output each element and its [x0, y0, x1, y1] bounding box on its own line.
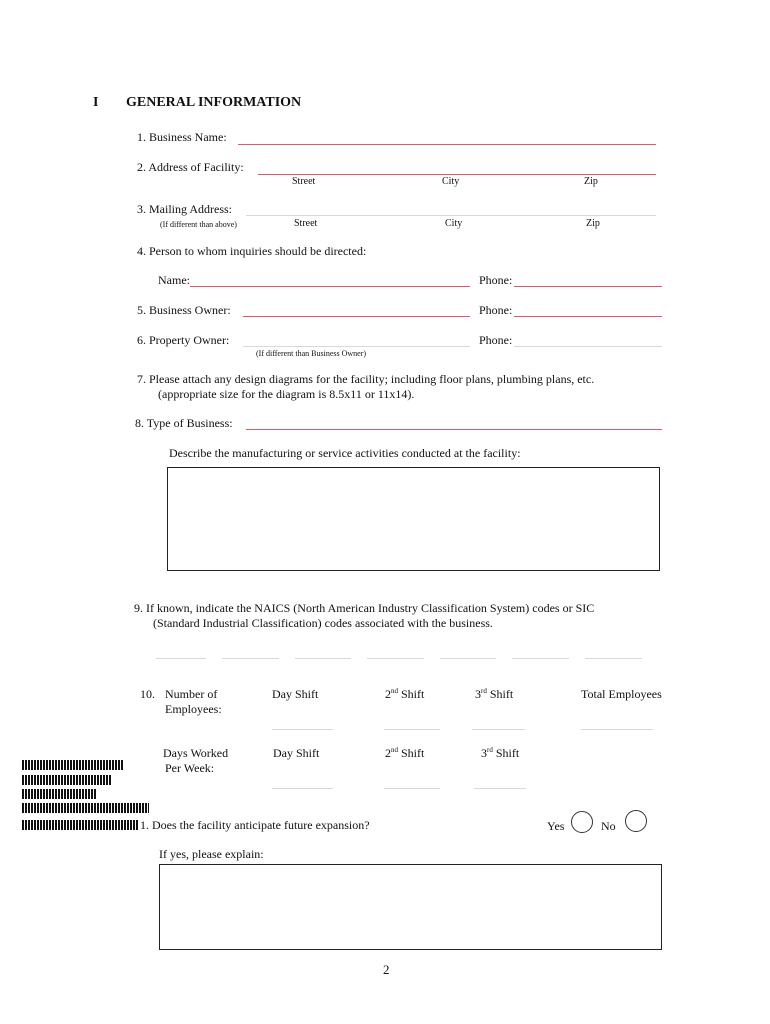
mailing-address-field[interactable]: [246, 215, 656, 216]
garbled-text-artifact: [22, 820, 138, 830]
section-title: GENERAL INFORMATION: [126, 95, 302, 110]
employees-label-line1: Number of: [165, 687, 218, 701]
contact-name-label: Name:: [158, 273, 190, 287]
naics-code-field-5[interactable]: [440, 658, 496, 659]
owner-phone-field[interactable]: [514, 316, 662, 317]
garbled-text-artifact: [22, 760, 123, 770]
property-owner-note: (If different than Business Owner): [256, 349, 367, 358]
contact-name-field[interactable]: [190, 286, 470, 287]
naics-code-field-1[interactable]: [156, 658, 206, 659]
page-number: 2: [383, 962, 390, 977]
facility-street-caption: Street: [292, 176, 316, 187]
facility-address-label: 2. Address of Facility:: [137, 160, 244, 174]
days-day-shift-header: Day Shift: [273, 746, 320, 760]
total-employees-field[interactable]: [581, 729, 653, 730]
employees-day-shift-header: Day Shift: [272, 687, 319, 701]
naics-code-field-6[interactable]: [512, 658, 569, 659]
business-name-label: 1. Business Name:: [137, 130, 227, 144]
naics-code-field-4[interactable]: [367, 658, 424, 659]
naics-code-field-7[interactable]: [585, 658, 642, 659]
expansion-no-radio[interactable]: [625, 810, 647, 832]
design-diagrams-text: 7. Please attach any design diagrams for the facility; including floor plans, plumbing plans, etc.: [137, 372, 595, 386]
describe-activities-label: Describe the manufacturing or service activities conducted at the facility:: [169, 446, 521, 460]
expansion-yes-label: Yes: [547, 819, 565, 833]
naics-code-field-2[interactable]: [222, 658, 279, 659]
naics-code-field-3[interactable]: [295, 658, 351, 659]
expansion-question: 1. Does the facility anticipate future expansion?: [140, 818, 370, 832]
days-2nd-shift-field[interactable]: [384, 788, 440, 789]
garbled-text-artifact: [22, 803, 149, 813]
property-phone-label: Phone:: [479, 333, 513, 347]
expansion-explain-label: If yes, please explain:: [159, 847, 264, 861]
property-owner-label: 6. Property Owner:: [137, 333, 230, 347]
property-phone-field[interactable]: [514, 346, 662, 347]
mailing-city-caption: City: [445, 218, 463, 229]
mailing-street-caption: Street: [294, 218, 318, 229]
garbled-text-artifact: [22, 775, 111, 785]
business-owner-field[interactable]: [243, 316, 470, 317]
mailing-address-label: 3. Mailing Address:: [137, 202, 232, 216]
employees-2nd-shift-field[interactable]: [384, 729, 440, 730]
days-worked-label-line2: Per Week:: [165, 761, 215, 775]
mailing-address-note: (If different than above): [160, 220, 237, 229]
business-name-field[interactable]: [238, 144, 656, 145]
naics-text-cont: (Standard Industrial Classification) codes associated with the business.: [153, 616, 493, 630]
owner-phone-label: Phone:: [479, 303, 513, 317]
days-3rd-shift-field[interactable]: [474, 788, 526, 789]
employees-3rd-shift-field[interactable]: [472, 729, 525, 730]
days-2nd-shift-header: 2nd Shift: [385, 746, 425, 760]
expansion-explain-textarea[interactable]: [159, 864, 662, 950]
expansion-no-label: No: [601, 819, 616, 833]
q10-number: 10.: [140, 687, 155, 701]
garbled-text-artifact: [22, 789, 97, 799]
inquiries-label: 4. Person to whom inquiries should be directed:: [137, 244, 367, 258]
total-employees-header: Total Employees: [581, 687, 662, 701]
activities-textarea[interactable]: [167, 467, 660, 571]
facility-city-caption: City: [442, 176, 460, 187]
contact-phone-field[interactable]: [514, 286, 662, 287]
property-owner-field[interactable]: [243, 346, 470, 347]
naics-text: 9. If known, indicate the NAICS (North American Industry Classification System) codes or SIC: [134, 601, 595, 615]
expansion-yes-radio[interactable]: [571, 811, 593, 833]
employees-2nd-shift-header: 2nd Shift: [385, 687, 425, 701]
days-3rd-shift-header: 3rd Shift: [481, 746, 520, 760]
facility-zip-caption: Zip: [584, 176, 598, 187]
facility-address-field[interactable]: [258, 174, 656, 175]
employees-day-shift-field[interactable]: [272, 729, 333, 730]
type-of-business-field[interactable]: [246, 429, 662, 430]
type-of-business-label: 8. Type of Business:: [135, 416, 233, 430]
business-owner-label: 5. Business Owner:: [137, 303, 231, 317]
mailing-zip-caption: Zip: [586, 218, 600, 229]
employees-label-line2: Employees:: [165, 702, 222, 716]
employees-3rd-shift-header: 3rd Shift: [475, 687, 514, 701]
contact-phone-label: Phone:: [479, 273, 513, 287]
design-diagrams-size-text: (appropriate size for the diagram is 8.5x11 or 11x14).: [158, 387, 415, 401]
section-number: I: [93, 95, 99, 110]
days-day-shift-field[interactable]: [272, 788, 333, 789]
days-worked-label-line1: Days Worked: [163, 746, 229, 760]
